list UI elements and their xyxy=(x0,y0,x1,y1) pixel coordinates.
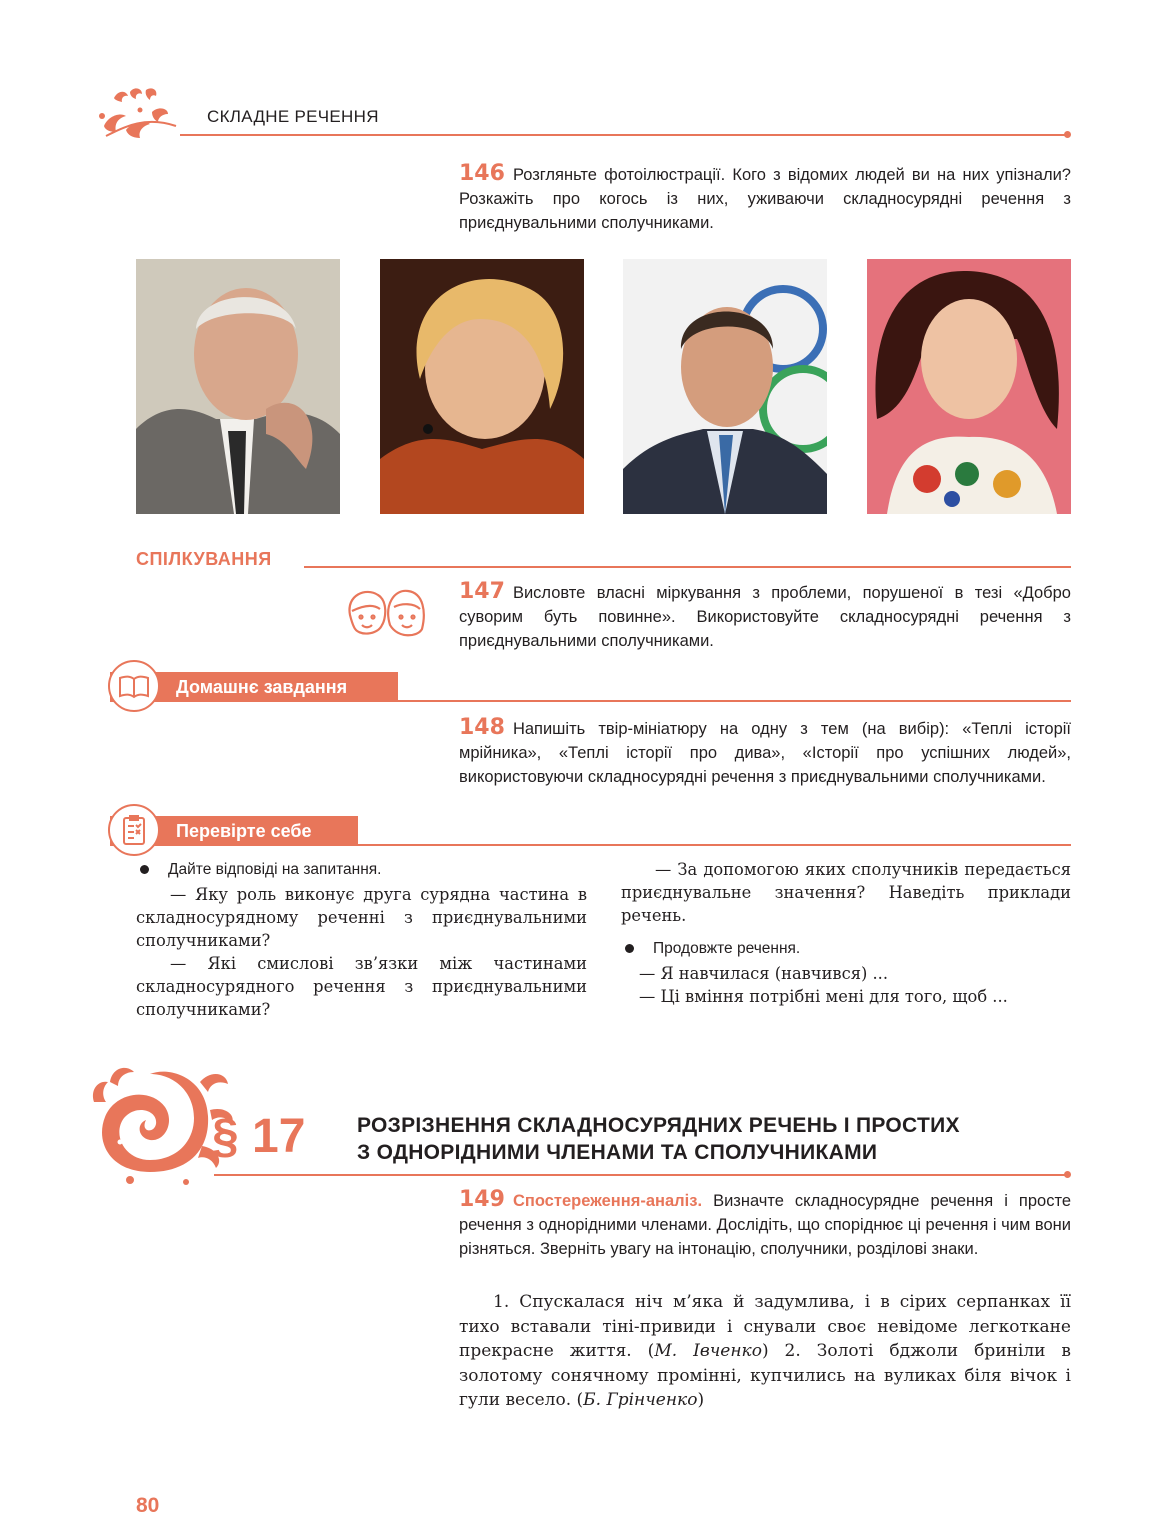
homework-rule xyxy=(398,700,1071,702)
section-communication-label: СПІЛКУВАННЯ xyxy=(136,549,272,569)
task-149 xyxy=(459,1188,1071,1261)
paragraph-title-line-2: З ОДНОРІДНИМИ ЧЛЕНАМИ ТА СПОЛУЧНИКАМИ xyxy=(357,1141,878,1164)
selfcheck-question-1: — Яку роль виконує друга сурядна частина в складносурядному реченні з приєднувальними сполучниками? xyxy=(136,885,587,950)
selfcheck-left-column xyxy=(136,858,587,1021)
page-number: 80 xyxy=(136,1494,160,1517)
paragraph-number: § 17 xyxy=(212,1110,306,1163)
selfcheck-continue-1: — Я навчилася (навчився) ... xyxy=(639,964,889,983)
header-title: СКЛАДНЕ РЕЧЕННЯ xyxy=(207,107,379,126)
example-part-3: ) xyxy=(697,1390,705,1410)
selfcheck-continue-2: — Ці вміння потрібні мені для того, щоб ... xyxy=(639,987,1008,1006)
paragraph-title xyxy=(357,1112,1071,1166)
example-author-2: Б. Грінченко xyxy=(583,1390,698,1410)
task-text: Напишіть твір-мініатюру на одну з тем (на вибір): «Теплі історії мрійника», «Теплі історії про дива», «Історії про успішних людей», використовуючи складносурядні речення з приєднувальними сполучниками. xyxy=(459,720,1071,786)
book-icon xyxy=(110,662,158,710)
selfcheck-question-3: — За допомогою яких сполучників передається приєднувальне значення? Наведіть приклади речень. xyxy=(621,860,1071,925)
task-146 xyxy=(459,162,1071,235)
task-text: Визначте складносурядне речення і просте речення з однорідними членами. Дослідіть, що споріднює ці речення і чим вони різняться. Зверніть увагу на інтонацію, сполучники, розділові знаки. xyxy=(459,1192,1071,1258)
paragraph-title-line-1: РОЗРІЗНЕННЯ СКЛАДНОСУРЯДНИХ РЕЧЕНЬ І ПРОСТИХ xyxy=(357,1114,960,1137)
example-author-1: М. Івченко xyxy=(654,1341,762,1361)
paragraph-rule xyxy=(214,1174,1066,1176)
task-number: 149 xyxy=(459,1187,505,1212)
selfcheck-right-column xyxy=(621,858,1071,1008)
task-148 xyxy=(459,716,1071,789)
header-ornament-icon xyxy=(96,86,178,144)
paragraph-rule-dot xyxy=(1064,1171,1071,1178)
checklist-icon xyxy=(110,806,158,854)
selfcheck-question-2: — Які смислові зв’язки між частинами складносурядного речення з приєднувальними сполучниками? xyxy=(136,954,587,1019)
communication-faces-icon xyxy=(344,585,428,641)
task-number: 147 xyxy=(459,579,505,604)
photo-man-in-suit xyxy=(623,259,827,514)
example-part-1: 1. Спускалася ніч м’яка й задумлива, і в сірих серпанках її тихо вставали тіні-привиди і снували своє невідоме легкоткане прекрасне життя. ( xyxy=(459,1292,1071,1361)
homework-label: Домашнє завдання xyxy=(176,677,348,697)
task-lead: Спостереження-аналіз. xyxy=(512,1192,703,1210)
task-text: Висловте власні міркування з проблеми, порушеної в тезі «Добро суворим буть повинне». Використовуйте складносурядні речення з приєднувальними сполучниками. xyxy=(459,584,1071,650)
homework-book-badge xyxy=(108,660,160,712)
selfcheck-label: Перевірте себе xyxy=(176,821,312,841)
header-rule-dot xyxy=(1064,131,1071,138)
selfcheck-bullet-answer: Дайте відповіді на запитання. xyxy=(136,858,587,881)
example-part-2: ) 2. Золоті бджоли бриніли в золотому сонячному промінні, купчились на вуликах біля вічок і гули весело. ( xyxy=(459,1341,1071,1410)
example-sentences xyxy=(459,1290,1071,1413)
selfcheck-rule xyxy=(358,844,1071,846)
photo-elderly-man xyxy=(136,259,340,514)
section-communication-rule xyxy=(304,566,1071,568)
task-147 xyxy=(459,580,1071,653)
task-number: 146 xyxy=(459,161,505,186)
selfcheck-clipboard-badge xyxy=(108,804,160,856)
selfcheck-bullet-continue: Продовжте речення. xyxy=(621,937,1071,960)
task-number: 148 xyxy=(459,715,505,740)
photo-smiling-woman xyxy=(867,259,1071,514)
task-text: Розгляньте фотоілюстрації. Кого з відомих людей ви на них упізнали? Розкажіть про когось із них, уживаючи складносурядні речення з приєднувальними сполучниками. xyxy=(459,166,1071,232)
photo-blonde-woman xyxy=(380,259,584,514)
header-rule xyxy=(180,134,1066,136)
